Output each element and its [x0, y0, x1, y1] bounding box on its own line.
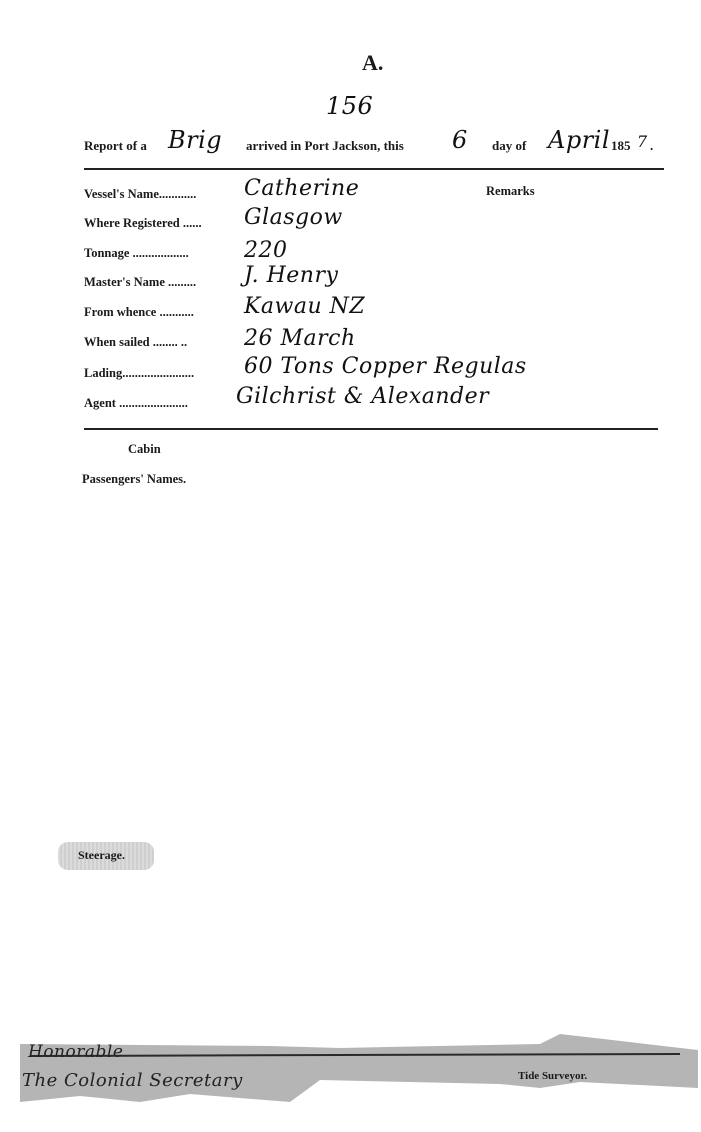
form-letter: A.: [362, 50, 384, 75]
field-label-lading: Lading.......................: [84, 366, 195, 380]
field-value-masters-name: J. Henry: [244, 263, 339, 288]
field-label-vessel-name: Vessel's Name............: [84, 187, 197, 201]
field-value-lading: 60 Tons Copper Regulas: [244, 354, 527, 379]
header-day: 6: [452, 126, 468, 154]
bottom-rule: [84, 428, 658, 430]
field-value-tonnage: 220: [244, 238, 288, 263]
header-year-dot: .: [650, 138, 654, 153]
header-year-printed: 185: [611, 138, 631, 153]
left-signature-line2: The Colonial Secretary: [22, 1070, 243, 1091]
tide-surveyor-label: Tide Surveyor.: [518, 1070, 588, 1082]
header-vessel-type: Brig: [168, 126, 223, 154]
field-value-agent: Gilchrist & Alexander: [236, 384, 490, 409]
passengers-label: Passengers' Names.: [82, 472, 187, 486]
field-value-when-sailed: 26 March: [244, 326, 356, 351]
header-year-hand: 7: [637, 132, 648, 151]
field-label-when-sailed: When sailed ........ ..: [84, 335, 188, 349]
field-label-agent: Agent ......................: [84, 396, 188, 410]
steerage-label: Steerage.: [78, 848, 125, 862]
header-month: April: [548, 126, 611, 154]
field-value-from-whence: Kawau NZ: [244, 294, 366, 319]
header-day-of-text: day of: [492, 138, 527, 153]
header-prefix: Report of a: [84, 138, 147, 153]
cabin-label: Cabin: [128, 442, 161, 456]
form-number: 156: [326, 92, 374, 120]
field-value-where-registered: Glasgow: [244, 205, 343, 230]
field-label-tonnage: Tonnage ..................: [84, 246, 189, 260]
header-arrived-text: arrived in Port Jackson, this: [246, 138, 404, 153]
field-label-from-whence: From whence ...........: [84, 305, 194, 319]
remarks-label: Remarks: [486, 184, 535, 198]
left-signature-line1: Honorable: [28, 1042, 124, 1062]
top-rule: [84, 168, 664, 170]
field-label-masters-name: Master's Name .........: [84, 275, 197, 289]
field-label-where-registered: Where Registered ......: [84, 216, 202, 230]
field-value-vessel-name: Catherine: [244, 176, 360, 201]
